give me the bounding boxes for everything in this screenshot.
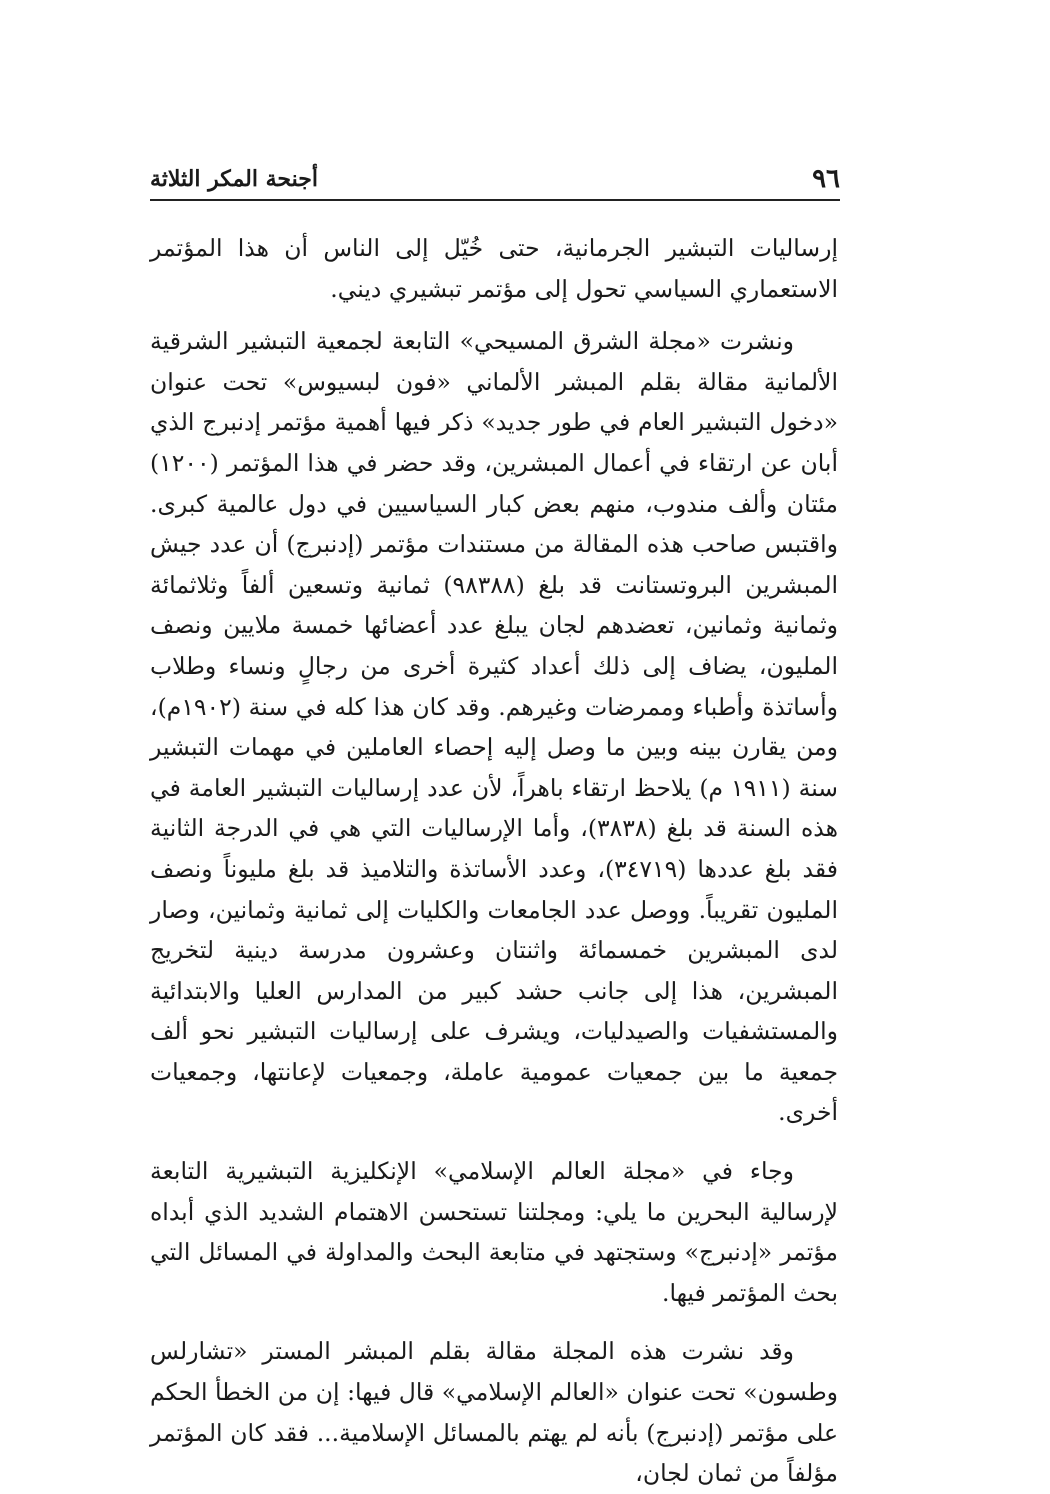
paragraph-east-christian-journal: ونشرت «مجلة الشرق المسيحي» التابعة لجمعية التبشير الشرقية الألمانية مقالة بقلم المبشر الألماني «فون لبسيوس» تحت عنوان «دخول التبشير العام في طور جديد» ذكر فيها أهمية مؤتمر إدنبرج الذي أبان عن ارتقاء في أعمال المبشرين، وقد حضر في هذا المؤتمر (١٢٠٠) مئتان وألف مندوب، منهم بعض كبار السياسيين في دول عالمية كبرى. واقتبس صاحب هذه المقالة من مستندات مؤتمر (إدنبرج) أن عدد جيش المبشرين البروتستانت قد بلغ (٩٨٣٨٨) ثمانية وتسعين ألفاً وثلاثمائة وثمانية وثمانين، تعضدهم لجان يبلغ عدد أعضائها خمسة ملايين ونصف المليون، يضاف إلى ذلك أعداد كثيرة أخرى من رجالٍ ونساء وطلاب وأساتذة وأطباء وممرضات وغيرهم. وقد كان هذا كله في سنة (١٩٠٢م)، ومن يقارن بينه وبين ما وصل إليه إحصاء العاملين في مهمات التبشير سنة (١٩١١ م) يلاحظ ارتقاء باهراً، لأن عدد إرساليات التبشير العامة في هذه السنة قد بلغ (٣٨٣٨)، وأما الإرساليات التي هي في الدرجة الثانية فقد بلغ عددها (٣٤٧١٩)، وعدد الأساتذة والتلاميذ قد بلغ مليوناً ونصف المليون تقريباً. ووصل عدد الجامعات والكليات إلى ثمانية وثمانين، وصار لدى المبشرين خمسمائة واثنتان وعشرون مدرسة دينية لتخريج المبشرين، هذا إلى جانب حشد كبير من المدارس العليا والابتدائية والمستشفيات والصيدليات، ويشرف على إرساليات التبشير نحو ألف جمعية ما بين جمعيات عمومية عاملة، وجمعيات لإعانتها، وجمعيات أخرى. — [150, 327, 839, 1127]
page-header — [150, 160, 840, 200]
paragraph-continuation: إرساليات التبشير الجرمانية، حتى خُيّل إلى الناس أن هذا المؤتمر الاستعماري السياسي تحول إلى مؤتمر تبشيري ديني. — [150, 234, 838, 303]
body-text — [150, 228, 838, 1494]
paragraph-watson-article: وقد نشرت هذه المجلة مقالة بقلم المبشر المستر «تشارلس وطسون» تحت عنوان «العالم الإسلامي» قال فيها: إن من الخطأ الحكم على مؤتمر (إدنبرج) بأنه لم يهتم بالمسائل الإسلامية... فقد كان المؤتمر مؤلفاً من ثمان لجان، — [150, 1337, 838, 1488]
page-number: ٩٦ — [812, 164, 840, 194]
running-title: أجنحة المكر الثلاثة — [150, 166, 318, 192]
paragraph-islamic-world-journal: وجاء في «مجلة العالم الإسلامي» الإنكليزية التبشيرية التابعة لإرسالية البحرين ما يلي: ومجلتنا تستحسن الاهتمام الشديد الذي أبداه مؤتمر «إدنبرج» وستجتهد في متابعة البحث والمداولة في المسائل التي بحث المؤتمر فيها. — [150, 1157, 838, 1307]
header-rule — [150, 199, 840, 201]
